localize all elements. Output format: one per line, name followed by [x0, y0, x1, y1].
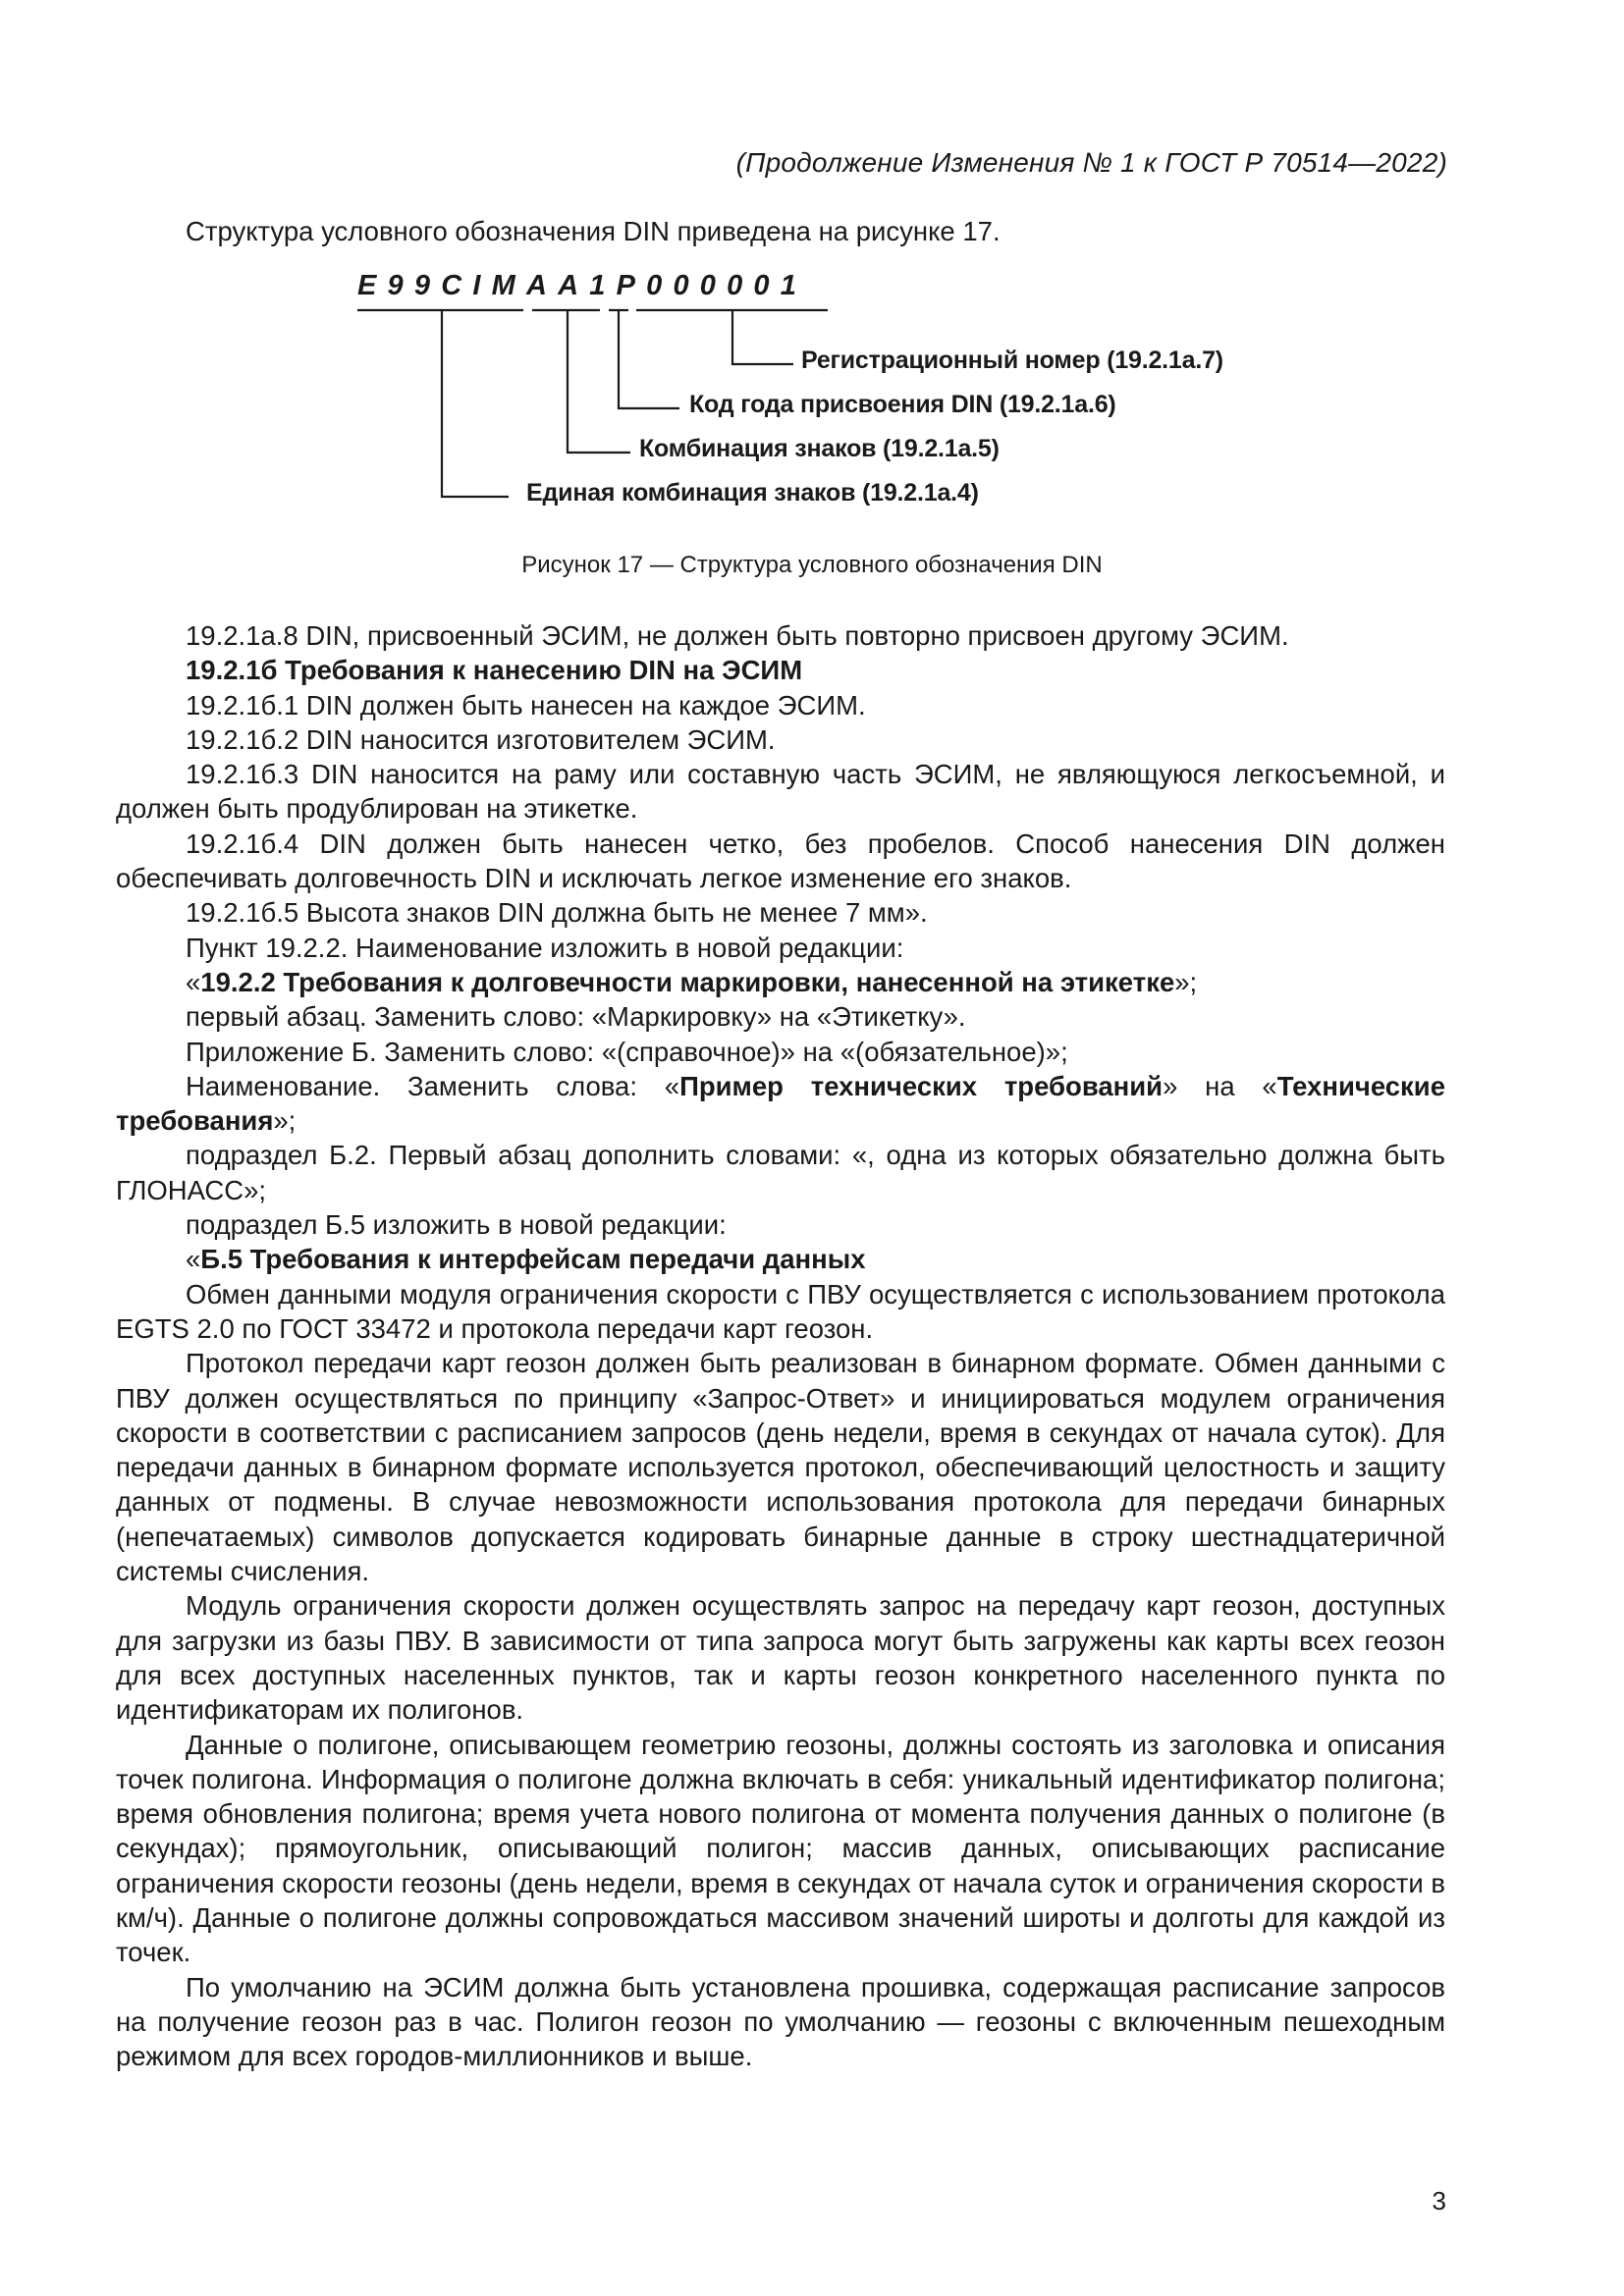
- callout-unified-combination: Единая комбинация знаков (19.2.1а.4): [526, 479, 979, 507]
- bold-old-title: Пример технических требований: [679, 1070, 1164, 1101]
- quote-open: «: [186, 1244, 201, 1275]
- figure-caption: Рисунок 17 — Структура условного обозначения DIN: [521, 552, 1103, 578]
- intro-paragraph: Структура условного обозначения DIN приведена на рисунке 17.: [186, 216, 1001, 246]
- paragraph: подраздел Б.5 изложить в новой редакции:: [186, 1209, 727, 1241]
- din-code: E99CIMAA1P000001: [357, 270, 808, 301]
- leader-line-sign-combination: [568, 310, 630, 453]
- paragraph: 19.2.1б.1 DIN должен быть нанесен на каждое ЭСИМ.: [186, 689, 866, 721]
- paragraph: [116, 1069, 1445, 1139]
- callout-sign-combination: Комбинация знаков (19.2.1а.5): [639, 435, 1000, 462]
- paragraph: [116, 965, 1445, 999]
- section-heading: [116, 1242, 1445, 1276]
- paragraph: Приложение Б. Заменить слово: «(справочное)» на «(обязательное)»;: [186, 1036, 1068, 1067]
- section-heading: [116, 653, 1445, 687]
- text-post: »;: [273, 1105, 297, 1137]
- bold-title: 19.2.2 Требования к долговечности маркировки, нанесенной на этикетке: [200, 966, 1175, 997]
- callout-year-code: Код года присвоения DIN (19.2.1а.6): [689, 391, 1116, 418]
- paragraph: Модуль ограничения скорости должен осуществлять запрос на передачу карт геозон, доступных для загрузки из базы ПВУ. В зависимости от типа запроса могут быть загружены как карты всех геозон для всех доступных населенных пунктов, так и карты геозон конкретного населенного пункта по идентификаторам их полигонов.: [116, 1590, 1445, 1726]
- paragraph: 19.2.1б.5 Высота знаков DIN должна быть не менее 7 мм».: [186, 897, 928, 929]
- din-structure-figure: [344, 270, 1227, 525]
- text-mid: » на «: [1163, 1070, 1277, 1101]
- paragraph: 19.2.1б.2 DIN наносится изготовителем ЭСИМ.: [186, 723, 776, 755]
- paragraph: 19.2.1а.8 DIN, присвоенный ЭСИМ, не должен быть повторно присвоен другому ЭСИМ.: [186, 620, 1289, 651]
- leader-line-year-code: [619, 310, 679, 408]
- leader-line-registration: [732, 310, 793, 364]
- page-number: 3: [1432, 2186, 1446, 2216]
- paragraph: Протокол передачи карт геозон должен быть реализован в бинарном формате. Обмен данными с ПВУ должен осуществляться по принципу «Запрос-Ответ» и инициироваться модулем ограничения скорости в соответствии с расписанием запросов (день недели, время в секундах от начала суток). Для передачи данных в бинарном формате используется протокол, обеспечивающий целостность и защиту данных от подмены. В случае невозможности использования протокола для передачи бинарных (непечатаемых) символов допускается кодировать бинарные данные в строку шестнадцатеричной системы счисления.: [116, 1348, 1445, 1587]
- running-header: (Продолжение Изменения № 1 к ГОСТ Р 70514—2022): [735, 147, 1447, 178]
- quote-open: «: [186, 966, 201, 997]
- quote-close: »;: [1174, 966, 1198, 997]
- paragraph: Данные о полигоне, описывающем геометрию геозоны, должны состоять из заголовка и описания точек полигона. Информация о полигоне должна включать в себя: уникальный идентификатор полигона; время обновления полигона; время учета нового полигона от момента получения данных о полигоне (в секундах); прямоугольник, описывающий полигон; массив данных, описывающих расписание ограничения скорости геозоны (день недели, время в секундах от начала суток и ограничения скорости в км/ч). Данные о полигоне должны сопровождаться массивом значений широты и долготы для каждой из точек.: [116, 1729, 1445, 1968]
- heading-text: Б.5 Требования к интерфейсам передачи данных: [200, 1244, 866, 1275]
- paragraph: подраздел Б.2. Первый абзац дополнить словами: «, одна из которых обязательно должна быть ГЛОНАСС»;: [116, 1140, 1445, 1205]
- callout-registration-number: Регистрационный номер (19.2.1а.7): [801, 347, 1223, 374]
- paragraph: 19.2.1б.4 DIN должен быть нанесен четко, без пробелов. Способ нанесения DIN должен обеспечивать долговечность DIN и исключать легкое изменение его знаков.: [116, 828, 1445, 894]
- paragraph: Обмен данными модуля ограничения скорости с ПВУ осуществляется с использованием протокола EGTS 2.0 по ГОСТ 33472 и протокола передачи карт геозон.: [116, 1278, 1445, 1344]
- heading-text: 19.2.1б Требования к нанесению DIN на ЭСИМ: [186, 655, 803, 686]
- paragraph: первый абзац. Заменить слово: «Маркировку» на «Этикетку».: [186, 1001, 966, 1033]
- paragraph: Пункт 19.2.2. Наименование изложить в новой редакции:: [186, 932, 904, 963]
- paragraph: По умолчанию на ЭСИМ должна быть установлена прошивка, содержащая расписание запросов на получение геозон раз в час. Полигон геозон по умолчанию — геозоны с включенным пешеходным режимом для всех городов-миллионников и выше.: [116, 1971, 1445, 2072]
- bold-new-title: Технические требования: [116, 1070, 1446, 1137]
- leader-line-unified-combination: [442, 310, 509, 497]
- body-text: [116, 618, 1445, 2073]
- paragraph: 19.2.1б.3 DIN наносится на раму или составную часть ЭСИМ, не являющуюся легкосъемной, и должен быть продублирован на этикетке.: [116, 759, 1445, 825]
- intro-block: [116, 214, 1445, 248]
- text-pre: Наименование. Заменить слова: «: [186, 1070, 680, 1101]
